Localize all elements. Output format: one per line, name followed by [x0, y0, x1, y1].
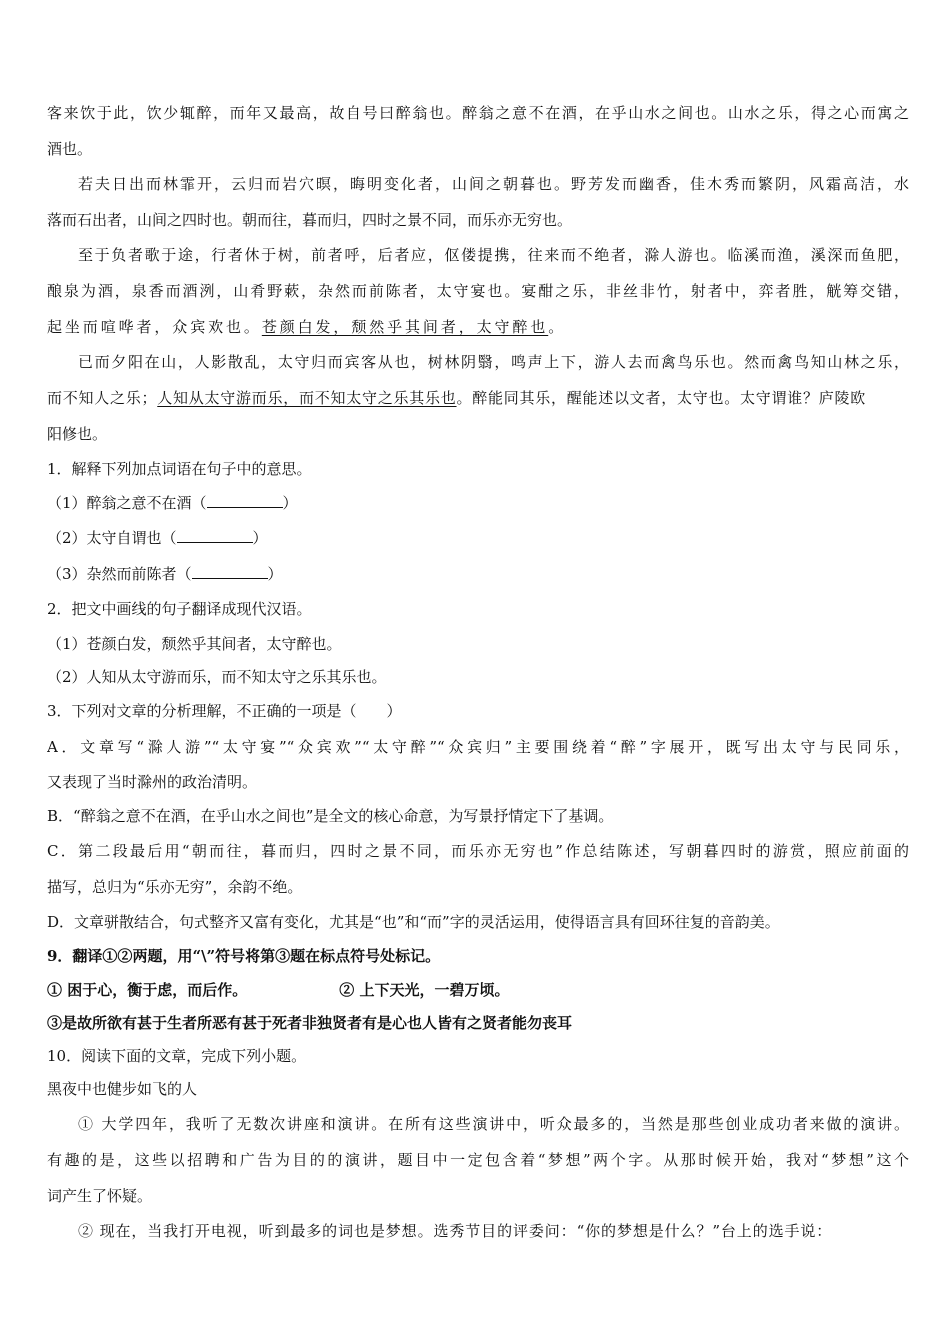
passage-p3-line1: 至于负者歌于途，行者休于树，前者呼，后者应，伛偻提携，往来而不绝者，滁人游也。临溪而渔，溪深而鱼肥，	[78, 246, 909, 264]
question-1-item-3-text: （3）杂然而前陈者（	[47, 565, 192, 583]
question-1-item-2	[47, 528, 909, 548]
passage-p4-line2	[47, 388, 909, 408]
article-p1-line3: 词产生了怀疑。	[47, 1187, 153, 1205]
question-9-items-row	[47, 980, 909, 1000]
question-1-item-1-text: （1）醉翁之意不在酒（	[47, 494, 207, 512]
question-1-item-3-close: ）	[267, 565, 283, 583]
question-1-item-3	[47, 564, 909, 584]
passage-p3-line3	[47, 317, 909, 337]
question-3-option-c-line2: 描写，总归为“乐亦无穷”，余韵不绝。	[47, 878, 303, 896]
question-2-stem: 2．把文中画线的句子翻译成现代汉语。	[47, 600, 312, 618]
article-p2-line1: ② 现在，当我打开电视，听到最多的词也是梦想。选秀节目的评委问：“你的梦想是什么？”台上的选手说：	[78, 1222, 833, 1240]
passage-p4-line1: 已而夕阳在山，人影散乱，太守归而宾客从也，树林阴翳，鸣声上下，游人去而禽鸟乐也。然而禽鸟知山林之乐，	[78, 353, 909, 371]
article-p1-line1: ① 大学四年，我听了无数次讲座和演讲。在所有这些演讲中，听众最多的，当然是那些创业成功者来做的演讲。	[78, 1115, 909, 1133]
passage-p3-line2: 酿泉为酒，泉香而酒洌，山肴野蔌，杂然而前陈者，太守宴也。宴酣之乐，非丝非竹，射者中，弈者胜，觥筹交错，	[47, 282, 909, 300]
passage-p2-line1: 若夫日出而林霏开，云归而岩穴暝，晦明变化者，山间之朝暮也。野芳发而幽香，佳木秀而繁阴，风霜高洁，水	[78, 175, 909, 193]
question-1-item-1-close: ）	[282, 494, 298, 512]
question-1-stem: 1．解释下列加点词语在句子中的意思。	[47, 460, 312, 478]
answer-blank-1[interactable]	[207, 493, 283, 508]
article-title: 黑夜中也健步如飞的人	[47, 1080, 198, 1098]
question-3-option-d: D．文章骈散结合，句式整齐又富有变化，尤其是“也”和“而”字的灵活运用，使得语言具有回环往复的音韵美。	[47, 913, 780, 931]
passage-p3-line3-text: 起坐而喧哗者，众宾欢也。	[47, 318, 262, 336]
article-p1-line2: 有趣的是，这些以招聘和广告为目的的演讲，题目中一定包含着“梦想”两个字。从那时候开始，我对“梦想”这个	[47, 1151, 909, 1169]
question-3-option-c-line1: C．第二段最后用“朝而往，暮而归，四时之景不同，而乐亦无穷也”作总结陈述，写朝暮四时的游赏，照应前面的	[47, 842, 909, 860]
passage-p4-line3: 阳修也。	[47, 425, 108, 443]
underlined-sentence-2: 人知从太守游而乐，而不知太守之乐其乐也	[157, 389, 457, 407]
question-1-item-1	[47, 493, 909, 513]
question-2-item-1: （1）苍颜白发，颓然乎其间者，太守醉也。	[47, 635, 342, 653]
answer-blank-3[interactable]	[192, 564, 268, 579]
question-9-item-1: ① 困于心，衡于虑，而后作。	[47, 981, 248, 999]
passage-p2-line2: 落而石出者，山间之四时也。朝而往，暮而归，四时之景不同，而乐亦无穷也。	[47, 211, 573, 229]
answer-blank-2[interactable]	[177, 528, 253, 543]
question-3-stem: 3．下列对文章的分析理解，不正确的一项是（ ）	[47, 702, 402, 720]
passage-p3-line3-end: 。	[548, 318, 567, 336]
passage-p4-line2-text: 而不知人之乐；	[47, 389, 158, 407]
passage-p4-line2-end: 。醉能同其乐，醒能述以文者，太守也。太守谓谁？庐陵欧	[456, 389, 867, 407]
passage-p1-line2: 酒也。	[47, 140, 93, 158]
question-3-option-b: B．“醉翁之意不在酒，在乎山水之间也”是全文的核心命意，为写景抒情定下了基调。	[47, 807, 614, 825]
question-9-item-2: ② 上下天光，一碧万顷。	[339, 981, 510, 999]
question-2-item-2: （2）人知从太守游而乐，而不知太守之乐其乐也。	[47, 668, 387, 686]
question-1-item-2-close: ）	[252, 529, 268, 547]
question-9-item-3: ③是故所欲有甚于生者所恶有甚于死者非独贤者有是心也人皆有之贤者能勿丧耳	[47, 1014, 573, 1032]
passage-p1-line1: 客来饮于此，饮少辄醉，而年又最高，故自号曰醉翁也。醉翁之意不在酒，在乎山水之间也。山水之乐，得之心而寓之	[47, 104, 909, 122]
question-10-stem: 10．阅读下面的文章，完成下列小题。	[47, 1047, 307, 1065]
question-1-item-2-text: （2）太守自谓也（	[47, 529, 177, 547]
question-9-stem: 9．翻译①②两题，用“\”符号将第③题在标点符号处标记。	[47, 947, 441, 965]
question-3-option-a-line2: 又表现了当时滁州的政治清明。	[47, 773, 258, 791]
underlined-sentence-1: 苍颜白发，颓然乎其间者，太守醉也	[261, 318, 549, 336]
question-3-option-a-line1: A．文章写“滁人游”“太守宴”“众宾欢”“太守醉”“众宾归”主要围绕着“醉”字展开，既写出太守与民同乐，	[47, 738, 909, 756]
